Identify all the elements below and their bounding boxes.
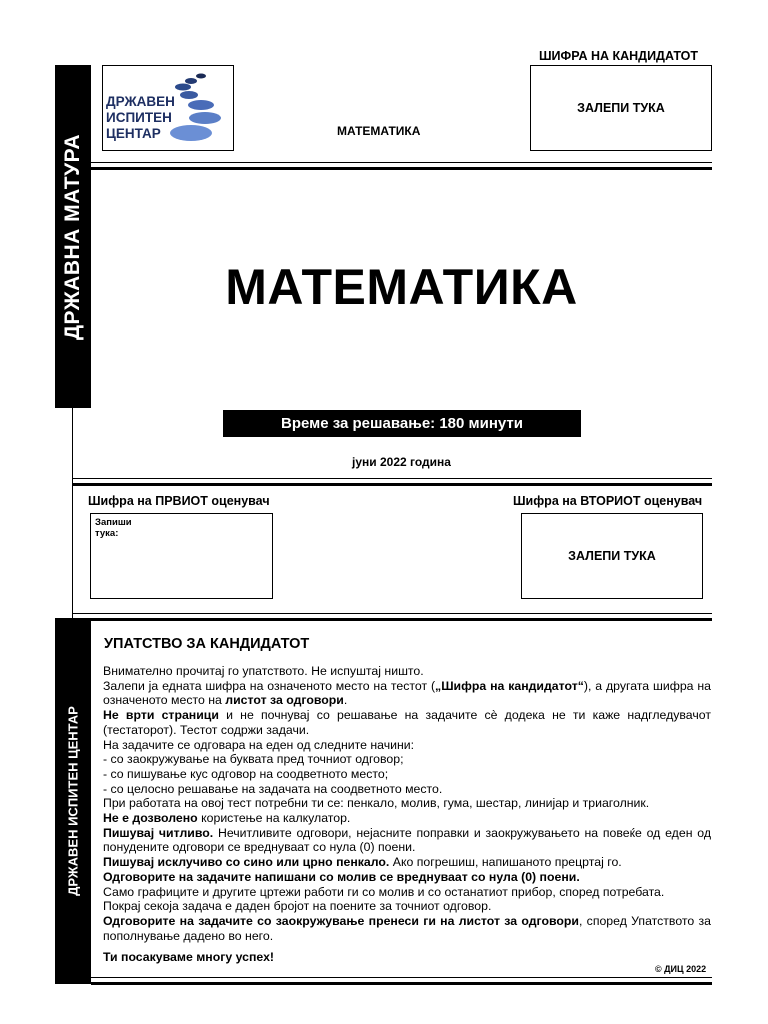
footer-rule-thick xyxy=(91,982,712,985)
left-bar-bottom-label: ДРЖАВЕН ИСПИТЕН ЦЕНТАР xyxy=(65,706,81,896)
instruction-line: - со целосно решавање на задачата на соодветното место. xyxy=(103,781,443,796)
copyright: © ДИЦ 2022 xyxy=(655,964,707,974)
second-grader-label: Шифра на ВТОРИОТ оценувач xyxy=(513,494,703,508)
closing-text: Ти посакуваме многу успех! xyxy=(103,950,275,964)
instruction-line: Покрај секоја задача е даден бројот на поените за точниот одговор. xyxy=(103,899,492,914)
instruction-line: Не врти страници и не почнувај со решавање на задачите сѐ додека не ти каже надгледувачот (тестаторот). Тестот содржи задачи. xyxy=(103,708,711,737)
instruction-line: - со пишување кус одговор на соодветното место; xyxy=(103,766,389,781)
instruction-line: Пишувај читливо. Нечитливите одговори, нејасните поправки и заокружувањето на повеќе од еден од понудените одговори се вреднуваат со нула (0) поени. xyxy=(103,825,711,855)
first-grader-box xyxy=(90,513,273,599)
footer-rule-thin xyxy=(91,977,712,978)
graders-rule-thin xyxy=(72,478,712,479)
instruction-line: - со заокружување на буквата пред точниот одговор; xyxy=(103,752,404,767)
left-bar-top-label: ДРЖАВНА МАТУРА xyxy=(61,133,84,340)
instruction-line: Не е дозволено користење на калкулатор. xyxy=(103,811,351,826)
time-label: Време за решавање: 180 минути xyxy=(281,415,523,432)
instructions-rule-thick xyxy=(91,618,712,621)
main-title: МАТЕМАТИКА xyxy=(225,259,578,315)
instruction-line: Залепи ја едната шифра на означеното место на тестот („Шифра на кандидатот“), а другата шифра на означеното место на листот за одговори. xyxy=(103,678,711,708)
left-bar-top xyxy=(55,65,91,408)
logo-line-1: ДРЖАВЕН xyxy=(106,94,175,109)
subject-small-title: МАТЕМАТИКА xyxy=(337,124,421,138)
instructions-body xyxy=(103,664,711,943)
time-bar xyxy=(223,410,581,437)
instruction-line: На задачите се одговара на еден од следните начини: xyxy=(103,737,415,752)
header-rule-thick xyxy=(91,167,712,170)
left-bar-bottom xyxy=(55,618,91,984)
left-connector-line xyxy=(72,408,73,618)
instruction-line: При работата на овој тест потребни ти се: пенкало, молив, гума, шестар, линијар и триаголник. xyxy=(103,796,650,811)
exam-date: јуни 2022 година xyxy=(352,455,451,469)
instruction-line: Одговорите на задачите со заокружување пренеси ги на листот за одговори, според Упатството за пополнување дадено во него. xyxy=(103,913,711,943)
logo-line-2: ИСПИТЕН xyxy=(106,110,172,125)
first-grader-box-line-2: тука: xyxy=(95,528,119,539)
instruction-line: Само графиците и другите цртежи работи ги со молив и со останатиот прибор, според потребата. xyxy=(103,884,665,899)
logo-line-3: ЦЕНТАР xyxy=(106,126,161,141)
instructions-rule-thin xyxy=(72,613,712,614)
second-grader-box-text: ЗАЛЕПИ ТУКА xyxy=(568,549,656,563)
instructions-heading: УПАТСТВО ЗА КАНДИДАТОТ xyxy=(104,636,310,652)
first-grader-box-line-1: Запиши xyxy=(95,517,132,528)
candidate-code-box-text: ЗАЛЕПИ ТУКА xyxy=(577,101,665,115)
second-grader-box xyxy=(521,513,703,599)
candidate-code-box xyxy=(530,65,712,151)
instruction-line: Внимателно прочитај го упатството. Не испуштај ништо. xyxy=(103,664,424,678)
header-rule-thin xyxy=(91,162,712,163)
instruction-line: Одговорите на задачите напишани со молив се вреднуваат со нула (0) поени. xyxy=(103,869,580,884)
instruction-line: Пишувај исклучиво со сино или црно пенкало. Ако погрешиш, напишаното прецртај го. xyxy=(103,855,622,870)
logo xyxy=(102,65,234,151)
graders-rule-thick xyxy=(72,483,712,486)
candidate-code-label: ШИФРА НА КАНДИДАТОТ xyxy=(539,49,699,63)
first-grader-label: Шифра на ПРВИОТ оценувач xyxy=(88,494,270,508)
